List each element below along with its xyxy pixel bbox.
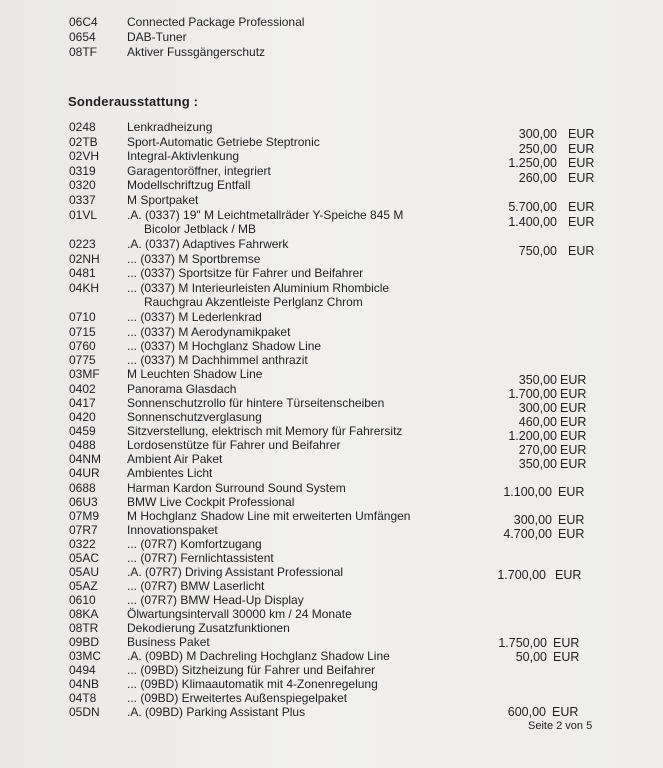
option-description: Ambient Air Paket <box>127 452 223 466</box>
option-description: ... (0337) M Aerodynamikpaket <box>127 325 291 339</box>
option-description: Panorama Glasdach <box>127 382 237 396</box>
price-currency: EUR <box>568 200 595 214</box>
option-code: 0417 <box>69 396 96 410</box>
price-currency: EUR <box>558 485 585 499</box>
price-currency: EUR <box>560 457 587 471</box>
option-code: 0715 <box>69 325 96 339</box>
option-description: DAB-Tuner <box>127 30 187 44</box>
option-description: ... (07R7) BMW Laserlicht <box>127 579 265 593</box>
option-description: Lordosenstütze für Fahrer und Beifahrer <box>127 438 341 452</box>
option-description: BMW Live Cockpit Professional <box>127 495 295 509</box>
option-description: M Sportpaket <box>127 193 199 207</box>
price-currency: EUR <box>560 443 587 457</box>
option-description: Harman Kardon Surround Sound System <box>127 481 346 495</box>
option-description: .A. (07R7) Driving Assistant Professional <box>127 565 344 579</box>
option-code: 0319 <box>69 164 96 178</box>
price-value: 300,00 <box>513 513 552 527</box>
price-currency: EUR <box>553 650 580 664</box>
option-description: Rauchgrau Akzentleiste Perlglanz Chrom <box>144 295 363 309</box>
option-description: ... (07R7) Komfortzugang <box>127 537 262 551</box>
option-code: 0488 <box>69 438 96 452</box>
price-value: 1.750,00 <box>498 636 547 650</box>
option-description: Lenkradheizung <box>127 120 213 134</box>
option-code: 0494 <box>69 663 96 677</box>
option-code: 04UR <box>69 466 100 480</box>
price-value: 4.700,00 <box>503 527 552 541</box>
page-number: Seite 2 von 5 <box>528 720 593 732</box>
option-code: 01VL <box>69 208 98 222</box>
option-description: ... (0337) Sportsitze für Fahrer und Beifahrer <box>127 266 364 280</box>
price-currency: EUR <box>560 401 587 415</box>
option-description: Connected Package Professional <box>127 15 305 29</box>
option-code: 0688 <box>69 481 96 495</box>
option-description: Sonnenschutzrollo für hintere Türseitenscheiben <box>127 396 385 410</box>
option-code: 07M9 <box>69 509 100 523</box>
option-description: ... (09BD) Sitzheizung für Fahrer und Beifahrer <box>127 663 376 677</box>
option-code: 03MC <box>69 649 102 663</box>
price-currency: EUR <box>558 513 585 527</box>
price-value: 300,00 <box>518 127 557 141</box>
option-description: ... (0337) M Sportbremse <box>127 252 261 266</box>
option-code: 05AC <box>69 551 100 565</box>
option-description: Dekodierung Zusatzfunktionen <box>127 621 290 635</box>
option-code: 0320 <box>69 178 96 192</box>
option-code: 05AZ <box>69 579 98 593</box>
price-currency: EUR <box>558 527 585 541</box>
option-description: .A. (09BD) Parking Assistant Plus <box>127 705 306 719</box>
price-value: 1.200,00 <box>508 429 557 443</box>
option-code: 07R7 <box>69 523 98 537</box>
price-value: 270,00 <box>518 443 557 457</box>
price-currency: EUR <box>560 387 587 401</box>
option-code: 04T8 <box>69 691 97 705</box>
price-currency: EUR <box>568 171 595 185</box>
section-title: Sonderausstattung : <box>68 94 199 109</box>
option-description: ... (0337) M Dachhimmel anthrazit <box>127 353 308 367</box>
option-description: Integral-Aktivlenkung <box>127 149 240 163</box>
price-currency: EUR <box>560 373 587 387</box>
option-code: 0710 <box>69 310 96 324</box>
option-description: Business Paket <box>127 635 210 649</box>
option-code: 04KH <box>69 281 100 295</box>
option-code: 04NM <box>69 452 102 466</box>
option-description: Sport-Automatic Getriebe Steptronic <box>127 135 320 149</box>
price-value: 750,00 <box>518 244 557 258</box>
option-description: ... (0337) M Hochglanz Shadow Line <box>127 339 322 353</box>
option-code: 09BD <box>69 635 100 649</box>
option-code: 06C4 <box>69 15 98 29</box>
option-code: 0420 <box>69 410 96 424</box>
price-currency: EUR <box>553 636 580 650</box>
option-code: 0248 <box>69 120 96 134</box>
option-description: M Leuchten Shadow Line <box>127 367 263 381</box>
option-description: Aktiver Fussgängerschutz <box>127 45 266 59</box>
price-value: 1.700,00 <box>508 387 557 401</box>
option-code: 05DN <box>69 705 100 719</box>
option-code: 06U3 <box>69 495 98 509</box>
option-description: Sitzverstellung, elektrisch mit Memory für Fahrersitz <box>127 424 403 438</box>
option-description: M Hochglanz Shadow Line mit erweiterten Umfängen <box>127 509 411 523</box>
option-description: ... (09BD) Klimaautomatik mit 4-Zonenregelung <box>127 677 378 691</box>
price-value: 5.700,00 <box>508 200 557 214</box>
price-value: 300,00 <box>518 401 557 415</box>
price-currency: EUR <box>568 156 595 170</box>
option-code: 0337 <box>69 193 96 207</box>
price-value: 1.400,00 <box>508 215 557 229</box>
price-value: 260,00 <box>518 171 557 185</box>
option-code: 0760 <box>69 339 96 353</box>
price-currency: EUR <box>552 705 579 719</box>
option-code: 0223 <box>69 237 96 251</box>
price-value: 460,00 <box>518 415 557 429</box>
price-currency: EUR <box>555 568 582 582</box>
price-value: 1.250,00 <box>508 156 557 170</box>
option-description: .A. (09BD) M Dachreling Hochglanz Shadow Line <box>127 649 390 663</box>
option-code: 0775 <box>69 353 96 367</box>
price-currency: EUR <box>568 244 595 258</box>
option-description: Bicolor Jetblack / MB <box>144 222 257 236</box>
option-code: 0402 <box>69 382 96 396</box>
option-description: .A. (0337) Adaptives Fahrwerk <box>127 237 289 251</box>
option-description: Ölwartungsintervall 30000 km / 24 Monate <box>127 607 352 621</box>
price-currency: EUR <box>560 429 587 443</box>
price-value: 1.700,00 <box>497 568 546 582</box>
option-code: 0322 <box>69 537 96 551</box>
price-value: 1.100,00 <box>503 485 552 499</box>
price-value: 250,00 <box>518 142 557 156</box>
option-code: 05AU <box>69 565 100 579</box>
price-currency: EUR <box>568 142 595 156</box>
option-code: 08TR <box>69 621 99 635</box>
option-code: 03MF <box>69 367 100 381</box>
price-value: 600,00 <box>507 705 546 719</box>
option-code: 0654 <box>69 30 96 44</box>
option-description: ... (0337) M Lederlenkrad <box>127 310 262 324</box>
price-currency: EUR <box>560 415 587 429</box>
option-code: 0459 <box>69 424 96 438</box>
option-description: Ambientes Licht <box>127 466 213 480</box>
option-code: 08KA <box>69 607 99 621</box>
option-description: Modellschriftzug Entfall <box>127 178 251 192</box>
option-description: Garagentoröffner, integriert <box>127 164 271 178</box>
option-code: 02VH <box>69 149 100 163</box>
price-value: 50,00 <box>515 650 547 664</box>
price-currency: EUR <box>568 215 595 229</box>
option-description: ... (0337) M Interieurleisten Aluminium Rhombicle <box>127 281 390 295</box>
price-currency: EUR <box>568 127 595 141</box>
option-code: 0481 <box>69 266 96 280</box>
option-code: 08TF <box>69 45 98 59</box>
option-description: Sonnenschutzverglasung <box>127 410 262 424</box>
option-code: 04NB <box>69 677 100 691</box>
option-code: 0610 <box>69 593 96 607</box>
option-description: ... (07R7) BMW Head-Up Display <box>127 593 304 607</box>
option-description: Innovationspaket <box>127 523 218 537</box>
price-value: 350,00 <box>518 457 557 471</box>
option-description: ... (09BD) Erweitertes Außenspiegelpaket <box>127 691 348 705</box>
option-description: .A. (0337) 19" M Leichtmetallräder Y-Speiche 845 M <box>127 208 404 222</box>
option-code: 02TB <box>69 135 98 149</box>
option-code: 02NH <box>69 252 100 266</box>
option-description: ... (07R7) Fernlichtassistent <box>127 551 274 565</box>
price-value: 350,00 <box>518 373 557 387</box>
